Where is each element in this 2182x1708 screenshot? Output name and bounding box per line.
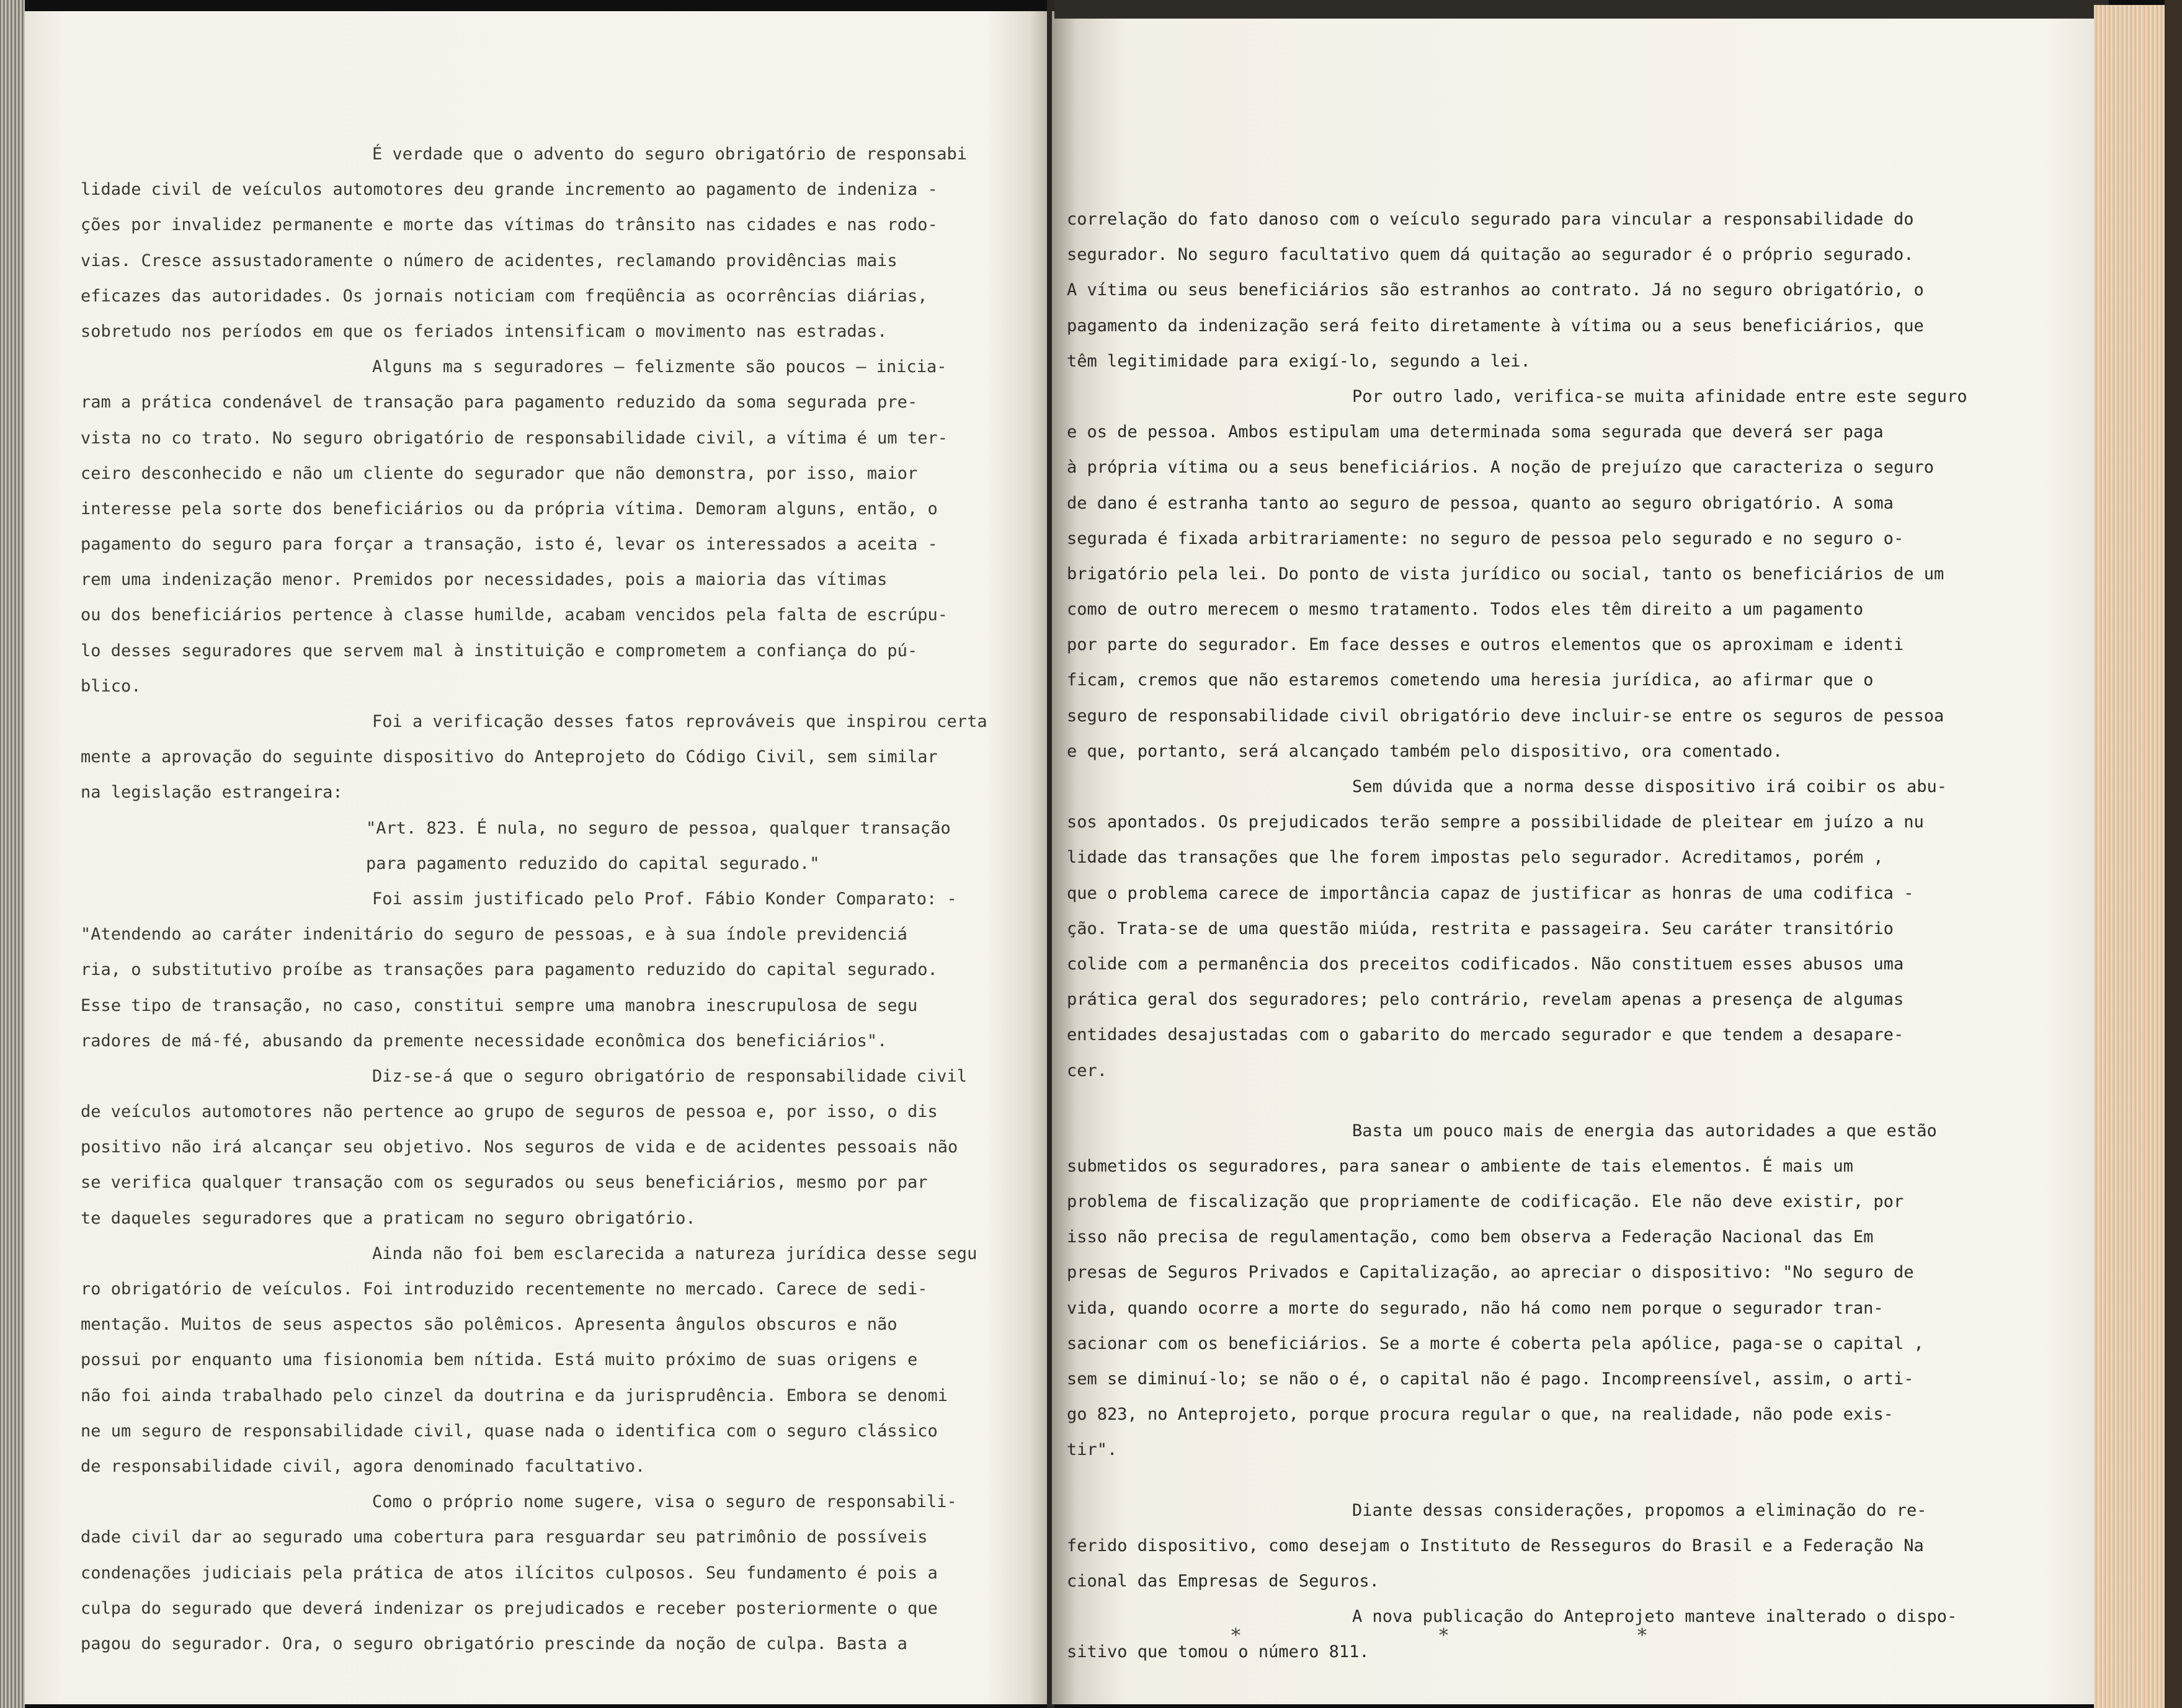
text-line: lidade civil de veículos automotores deu grande incremento ao pagamento de indeniza -	[81, 180, 938, 200]
text-line: à própria vítima ou a seus beneficiários. A noção de prejuízo que caracteriza o seguro	[1067, 458, 1934, 478]
text-line: Alguns ma s seguradores — felizmente são poucos — inicia-	[372, 357, 947, 377]
text-line: sos apontados. Os prejudicados terão sempre a possibilidade de pleitear em juízo a nu	[1067, 812, 1924, 832]
text-line: ne um seguro de responsabilidade civil, quase nada o identifica com o seguro clássico	[81, 1421, 938, 1441]
text-line: pagamento da indenização será feito diretamente à vítima ou a seus beneficiários, que	[1067, 316, 1924, 336]
text-line: cer.	[1067, 1061, 1108, 1080]
text-line: ria, o substitutivo proíbe as transações para pagamento reduzido do capital segurado.	[81, 960, 938, 980]
text-line: prática geral dos seguradores; pelo contrário, revelam apenas a presença de algumas	[1067, 990, 1904, 1010]
text-line: ficam, cremos que não estaremos cometendo uma heresia jurídica, ao afirmar que o	[1067, 670, 1874, 690]
text-line: presas de Seguros Privados e Capitalização, ao apreciar o dispositivo: "No seguro de	[1067, 1263, 1914, 1283]
text-line: te daqueles seguradores que a praticam no seguro obrigatório.	[81, 1208, 696, 1228]
text-line: tir".	[1067, 1440, 1118, 1460]
text-line: sacionar com os beneficiários. Se a morte é coberta pela apólice, paga-se o capital ,	[1067, 1333, 1924, 1353]
left-page-text	[81, 136, 1023, 1661]
text-line: rem uma indenização menor. Premidos por necessidades, pois a maioria das vítimas	[81, 570, 888, 590]
text-line: brigatório pela lei. Do ponto de vista jurídico ou social, tanto os beneficiários de um	[1067, 564, 1944, 584]
text-line: ou dos beneficiários pertence à classe humilde, acabam vencidos pela falta de escrúpu-	[81, 605, 948, 625]
text-line: entidades desajustadas com o gabarito do mercado segurador e que tendem a desapare-	[1067, 1025, 1904, 1045]
text-line: e os de pessoa. Ambos estipulam uma determinada soma segurada que deverá ser paga	[1067, 422, 1884, 442]
text-line: Sem dúvida que a norma desse dispositivo irá coibir os abu-	[1352, 777, 1948, 796]
text-line: e que, portanto, será alcançado também pelo dispositivo, ora comentado.	[1067, 741, 1783, 761]
text-line: por parte do segurador. Em face desses e outros elementos que os aproximam e identi	[1067, 635, 1904, 655]
section-star: *	[1439, 1625, 1448, 1647]
text-line: se verifica qualquer transação com os segurados ou seus beneficiários, mesmo por par	[81, 1173, 928, 1193]
text-line: culpa do segurado que deverá indenizar os prejudicados e receber posteriormente o que	[81, 1598, 938, 1618]
cover-edge	[2165, 0, 2182, 1708]
text-line: sobretudo nos períodos em que os feriados intensificam o movimento nas estradas.	[81, 321, 888, 341]
text-line: condenações judiciais pela prática de atos ilícitos culposos. Seu fundamento é pois a	[81, 1563, 938, 1583]
text-line: colide com a permanência dos preceitos codificados. Não constituem esses abusos uma	[1067, 954, 1904, 974]
text-line: radores de má-fé, abusando da premente necessidade econômica dos beneficiários".	[81, 1031, 888, 1051]
text-line: Diz-se-á que o seguro obrigatório de responsabilidade civil	[372, 1066, 968, 1086]
text-line: blico.	[81, 676, 141, 696]
text-line: Diante dessas considerações, propomos a eliminação do re-	[1352, 1500, 1927, 1520]
text-line: lo desses seguradores que servem mal à instituição e comprometem a confiança do pú-	[81, 641, 918, 661]
text-line: pagamento do seguro para forçar a transação, isto é, levar os interessados a aceita -	[81, 535, 938, 554]
text-line: pagou do segurador. Ora, o seguro obrigatório prescinde da noção de culpa. Basta a	[81, 1634, 907, 1653]
text-line: Ainda não foi bem esclarecida a natureza jurídica desse segu	[372, 1243, 977, 1263]
text-line: ção. Trata-se de uma questão miúda, restrita e passageira. Seu caráter transitório	[1067, 918, 1894, 938]
text-line: segurada é fixada arbitrariamente: no seguro de pessoa pelo segurado e no seguro o-	[1067, 528, 1904, 548]
section-star: *	[1637, 1625, 1647, 1647]
text-line: interesse pela sorte dos beneficiários ou da própria vítima. Demoram alguns, então, o	[81, 499, 938, 518]
text-line: correlação do fato danoso com o veículo segurado para vincular a responsabilidade do	[1067, 210, 1914, 229]
text-line: de veículos automotores não pertence ao grupo de seguros de pessoa e, por isso, o dis	[81, 1102, 938, 1122]
text-line: ções por invalidez permanente e morte das vítimas do trânsito nas cidades e nas rodo-	[81, 215, 938, 235]
text-line: ro obrigatório de veículos. Foi introduzido recentemente no mercado. Carece de sedi-	[81, 1279, 928, 1299]
text-line: que o problema carece de importância capaz de justificar as honras de uma codifica -	[1067, 883, 1914, 903]
text-line: de dano é estranha tanto ao seguro de pessoa, quanto ao seguro obrigatório. A soma	[1067, 493, 1894, 513]
text-line: Como o próprio nome sugere, visa o seguro de responsabili-	[372, 1492, 957, 1512]
text-line: vias. Cresce assustadoramente o número de acidentes, reclamando providências mais	[81, 251, 897, 270]
text-line: eficazes das autoridades. Os jornais noticiam com freqüência as ocorrências diárias,	[81, 286, 928, 306]
text-line: submetidos os seguradores, para sanear o ambiente de tais elementos. É mais um	[1067, 1156, 1853, 1176]
text-line: dade civil dar ao segurado uma cobertura para resguardar seu patrimônio de possíveis	[81, 1528, 928, 1547]
text-line: É verdade que o advento do seguro obrigatório de responsabi	[372, 145, 968, 164]
text-line: têm legitimidade para exigí-lo, segundo a lei.	[1067, 351, 1531, 371]
right-page-text	[1067, 202, 2028, 1670]
left-binding-edge	[0, 0, 25, 1708]
top-shadow	[1054, 0, 2109, 19]
text-line: ceiro desconhecido e não um cliente do segurador que não demonstra, por isso, maior	[81, 463, 918, 483]
text-line: mente a aprovação do seguinte dispositivo do Anteprojeto do Código Civil, sem similar	[81, 747, 938, 767]
text-line: seguro de responsabilidade civil obrigatório deve incluir-se entre os seguros de pessoa	[1067, 706, 1944, 726]
text-line: positivo não irá alcançar seu objetivo. Nos seguros de vida e de acidentes pessoais não	[81, 1137, 958, 1157]
text-line: vista no co trato. No seguro obrigatório de responsabilidade civil, a vítima é um ter-	[81, 428, 948, 448]
text-line: possui por enquanto uma fisionomia bem nítida. Está muito próximo de suas origens e	[81, 1350, 918, 1370]
text-line: problema de fiscalização que propriamente de codificação. Ele não deve existir, por	[1067, 1192, 1904, 1212]
text-line: ferido dispositivo, como desejam o Instituto de Resseguros do Brasil e a Federação Na	[1067, 1536, 1924, 1555]
text-line: go 823, no Anteprojeto, porque procura regular o que, na realidade, não pode exis-	[1067, 1405, 1894, 1425]
text-line: Foi assim justificado pelo Prof. Fábio Konder Comparato: -	[372, 889, 957, 909]
text-line: de responsabilidade civil, agora denominado facultativo.	[81, 1456, 646, 1476]
paragraph-gap	[1067, 1468, 2028, 1493]
text-line: sitivo que tomou o número 811.	[1067, 1642, 1369, 1662]
text-line: isso não precisa de regulamentação, como bem observa a Federação Nacional das Em	[1067, 1227, 1874, 1247]
text-line: A nova publicação do Anteprojeto manteve inalterado o dispo-	[1352, 1607, 1957, 1627]
text-line: Foi a verificação desses fatos reprováveis que inspirou certa	[372, 712, 987, 731]
text-line: "Atendendo ao caráter indenitário do seguro de pessoas, e à sua índole previdenciá	[81, 925, 907, 945]
section-star: *	[1231, 1625, 1240, 1647]
text-line: vida, quando ocorre a morte do segurado, não há como nem porque o segurador tran-	[1067, 1298, 1884, 1318]
text-line: A vítima ou seus beneficiários são estranhos ao contrato. Já no seguro obrigatório, o	[1067, 280, 1924, 300]
text-line: Esse tipo de transação, no caso, constitui sempre uma manobra inescrupulosa de segu	[81, 995, 918, 1015]
text-line: ram a prática condenável de transação para pagamento reduzido da soma segurada pre-	[81, 393, 918, 412]
text-line: mentação. Muitos de seus aspectos são polêmicos. Apresenta ângulos obscuros e não	[81, 1315, 897, 1335]
text-line: segurador. No seguro facultativo quem dá quitação ao segurador é o próprio segurado.	[1067, 245, 1914, 265]
text-line: como de outro merecem o mesmo tratamento. Todos eles têm direito a um pagamento	[1067, 600, 1864, 620]
text-line: não foi ainda trabalhado pelo cinzel da doutrina e da jurisprudência. Embora se denomi	[81, 1386, 948, 1405]
quote-line: para pagamento reduzido do capital segurado."	[366, 853, 820, 873]
paragraph-gap	[1067, 1088, 2028, 1113]
text-line: sem se diminuí-lo; se não o é, o capital não é pago. Incompreensível, assim, o arti-	[1067, 1369, 1914, 1389]
text-line: Por outro lado, verifica-se muita afinidade entre este seguro	[1352, 386, 1967, 406]
quote-line: "Art. 823. É nula, no seguro de pessoa, qualquer transação	[366, 818, 951, 838]
text-line: lidade das transações que lhe forem impostas pelo segurador. Acreditamos, porém ,	[1067, 848, 1884, 868]
text-line: na legislação estrangeira:	[81, 783, 343, 803]
text-line: Basta um pouco mais de energia das autoridades a que estão	[1352, 1121, 1937, 1141]
text-line: cional das Empresas de Seguros.	[1067, 1571, 1379, 1591]
